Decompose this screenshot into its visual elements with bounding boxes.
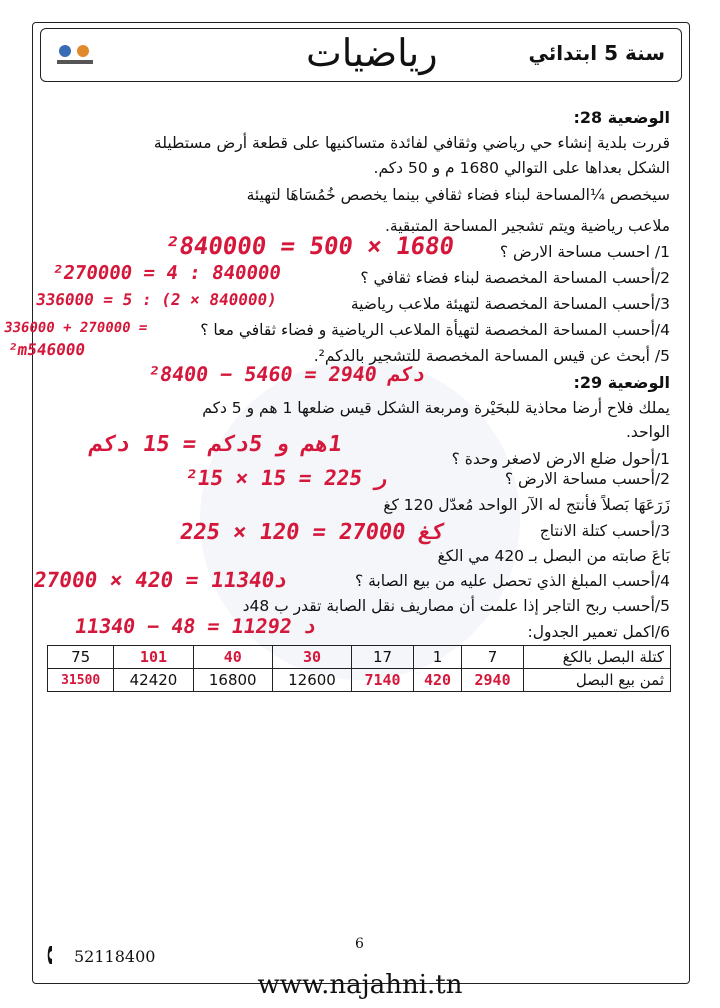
problem28-question: 3/أحسب المساحة المخصصة لتهيئة ملاعب رياضية	[350, 295, 670, 313]
table-row-header: ثمن بيع البصل	[524, 669, 671, 692]
problem28-line: الشكل بعداها على التوالي 1680 م و 50 دكم.	[373, 159, 670, 177]
problem29-question: 6/اكمل تعمير الجدول:	[527, 623, 670, 641]
page-header	[40, 28, 682, 82]
problem29-line: زَرَعَهَا بَصلاً فأنتج له الآر الواحد مُعدّل 120 كغ	[383, 496, 670, 514]
subject-title: رياضيات	[306, 31, 438, 75]
table-cell: 1	[413, 646, 461, 669]
phone-icon	[46, 945, 60, 965]
problem29-question: 2/أحسب مساحة الارض ؟	[504, 470, 670, 488]
problem28-question: 5/ أبحث عن قيس المساحة المخصصة للتشجير بالدكم².	[313, 347, 670, 365]
table-cell: 16800	[193, 669, 272, 692]
problem28-line: سيخصص ¼المساحة لبناء فضاء ثقافي بينما يخصص خُمُسَاهَا لتهيئة	[246, 186, 670, 204]
table-cell: 12600	[272, 669, 351, 692]
page-number: 6	[355, 936, 364, 952]
handwritten-answer: 1هم و 5دكم = 15 دكم	[88, 432, 344, 457]
table-cell: 17	[352, 646, 414, 669]
handwritten-answer: ²840000 = 500 × 1680	[163, 232, 456, 260]
table-cell: 7140	[352, 669, 414, 692]
table-cell: 420	[413, 669, 461, 692]
table-cell: 42420	[114, 669, 193, 692]
problem29-line: الواحد.	[626, 423, 670, 441]
grade-level: سنة 5 ابتدائي	[528, 41, 665, 65]
problem28-question: 2/أحسب المساحة المخصصة لبناء فضاء ثقافي ؟	[360, 269, 670, 287]
table-cell: 101	[114, 646, 193, 669]
problem29-question: 4/أحسب المبلغ الذي تحصل عليه من بيع الصابة ؟	[354, 572, 670, 590]
problem29-title: الوضعية 29:	[573, 373, 670, 392]
table-cell: 75	[48, 646, 114, 669]
handwritten-answer: 336000 + 270000 =	[2, 320, 149, 336]
problem29-question: 1/أحول ضلع الارض لاصغر وحدة ؟	[451, 450, 670, 468]
problem29-line: يملك فلاح أرضا محاذية للبحَيْرة ومربعة الشكل قيس ضلعها 1 هم و 5 دكم	[202, 399, 670, 417]
handwritten-answer: ²270000 = 4 : 840000	[50, 262, 283, 284]
table-cell: 31500	[48, 669, 114, 692]
phone-number: 52118400	[74, 947, 156, 966]
problem29-line: بَاعَ صابته من البصل بـ 420 مي الكغ	[437, 547, 670, 565]
handwritten-answer: ²ر 225 = 15 × 15	[183, 466, 390, 490]
logo-icon	[53, 41, 97, 67]
table-row	[48, 669, 671, 692]
table-row	[48, 646, 671, 669]
handwritten-answer: ²m546000	[6, 340, 87, 359]
table-cell: 40	[193, 646, 272, 669]
website-link[interactable]: www.najahni.tn	[257, 970, 463, 1000]
problem29-question: 3/أحسب كتلة الانتاج	[539, 522, 670, 540]
handwritten-answer: 336000 = 5 : (2 × 840000)	[34, 290, 279, 309]
problem28-line: قررت بلدية إنشاء حي رياضي وثقافي لفائدة متساكنيها على قطعة أرض مستطيلة	[153, 134, 670, 152]
problem28-question: 1/ احسب مساحة الارض ؟	[499, 243, 670, 261]
problem29-question: 5/أحسب ربح التاجر إذا علمت أن مصاريف نقل الصابة تقدر ب 48د	[242, 597, 670, 615]
problem28-line: ملاعب رياضية ويتم تشجير المساحة المتبقية.	[384, 217, 670, 235]
handwritten-answer: د 11292 = 48 − 11340	[73, 614, 318, 638]
data-table	[47, 645, 671, 692]
table-cell: 30	[272, 646, 351, 669]
handwritten-answer: د11340 = 420 × 27000	[32, 568, 289, 592]
table-cell: 2940	[462, 669, 524, 692]
handwritten-answer: ²دكم 2940 = 5460 − 8400	[146, 362, 427, 386]
table-row-header: كتلة البصل بالكغ	[524, 646, 671, 669]
handwritten-answer: كغ 27000 = 120 × 225	[178, 520, 447, 545]
problem28-title: الوضعية 28:	[573, 108, 670, 127]
table-cell: 7	[462, 646, 524, 669]
problem28-question: 4/أحسب المساحة المخصصة لتهيأة الملاعب الرياضية و فضاء ثقافي معا ؟	[200, 321, 670, 339]
